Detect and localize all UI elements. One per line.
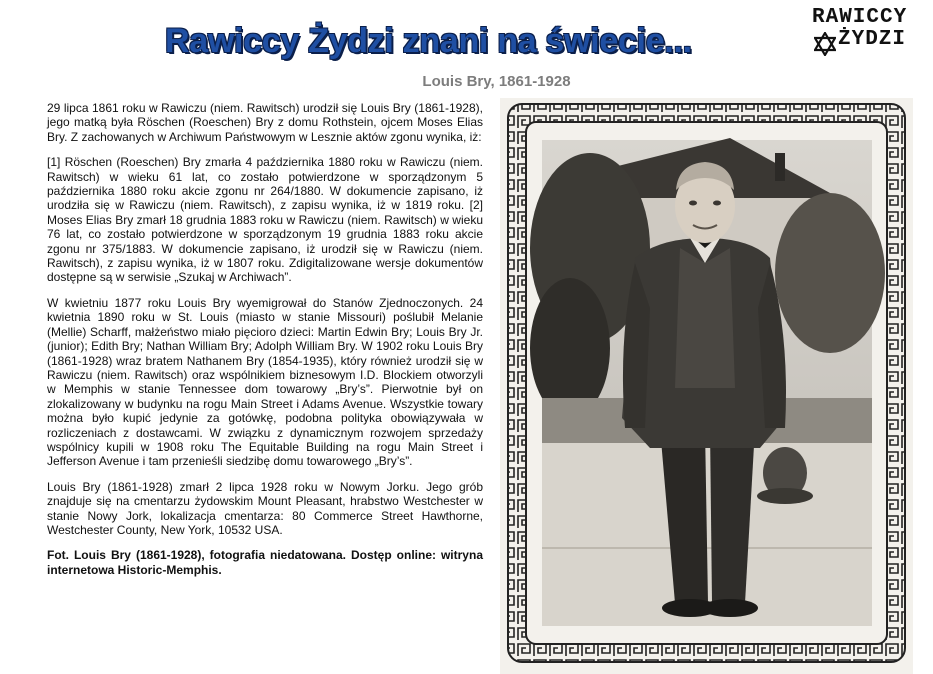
paragraph-death: Louis Bry (1861-1928) zmarł 2 lipca 1928 roku w Nowym Jorku. Jego grób znajduje się na cmentarzu żydowskim Mount Pleasant, hrabstwo Westchester w stanie Nowy Jork, lokalizacja cmentarza: 80 Commerce Street Hawthorne, Westchester County, New York, 10532 USA.: [47, 479, 483, 537]
paragraph-parents: [1] Röschen (Roeschen) Bry zmarła 4 października 1880 roku w Rawiczu (niem. Rawitsch) w wieku 61 lat, co zostało potwierdzone w sporządzonym 5 października 1880 roku akcie zgonu nr 264/1880. W dokumencie zapisano, iż urodziła się w Rawiczu (niem. Rawitsch), z zapisu wynika, iż w 1819 roku. [2] Moses Elias Bry zmarł 18 grudnia 1883 roku w Rawiczu (niem. Rawitsch) w wieku 76 lat, co zostało potwierdzone w sporządzonym 19 grudnia 1883 roku akcie zgonu nr 375/1883. W dokumencie zapisano, iż urodził się w Rawiczu (niem. Rawitsch), z zapisu wynika, iż w 1807 roku. Zdigitalizowane wersje dokumentów dostępne są w serwisie „Szukaj w Archiwach”.: [47, 155, 483, 285]
logo: [810, 6, 928, 58]
page-title: Rawiccy Żydzi znani na świecie...: [165, 22, 692, 60]
page-subtitle: Louis Bry, 1861-1928: [422, 73, 571, 90]
logo-line-1: RAWICCY: [812, 6, 908, 29]
photo-caption: Fot. Louis Bry (1861-1928), fotografia niedatowana. Dostęp online: witryna internetowa Historic-Memphis.: [47, 548, 483, 577]
article-body: [47, 101, 483, 588]
star-of-david-icon: [814, 32, 836, 56]
portrait-photo: [500, 98, 913, 674]
paragraph-emigration: W kwietniu 1877 roku Louis Bry wyemigrował do Stanów Zjednoczonych. 24 kwietnia 1890 roku w St. Louis (miasto w stanie Missouri) poślubił Melanie (Mellie) Scharff, małżeństwo miało pięcioro dzieci: Martin Edwin Bry; Louis Bry Jr. (junior); Edith Bry; Nathan William Bry; Adolph William Bry. W 1902 roku Louis Bry (1861-1928) wraz bratem Nathanem Bry (1854-1935), który również urodził się w Rawiczu (niem. Rawitsch) oraz wspólnikiem biznesowym I.D. Blockiem otworzyli w Memphis w stanie Tennessee dom towarowy „Bry’s”. Pierwotnie był on zlokalizowany w budynku na rogu Main Street i Adams Avenue. Wszystkie towary można było kupić jedynie za gotówkę, podobna polityka obowiązywała w rozliczeniach z dostawcami. W związku z dynamicznym rozwojem sprzedaży wspólnicy kupili w 1908 roku The Equitable Building na rogu Main Street i Jefferson Avenue i tam przenieśli siedzibę domu towarowego „Bry’s”.: [47, 295, 483, 469]
paragraph-birth: 29 lipca 1861 roku w Rawiczu (niem. Rawitsch) urodził się Louis Bry (1861-1928), jego matką była Röschen (Roeschen) Bry z domu Rothstein, ojcem Moses Elias Bry. Z zachowanych w Archiwum Państwowym w Lesznie aktów zgonu wynika, iż:: [47, 101, 483, 144]
logo-line-2: ŻYDZI: [838, 28, 907, 51]
